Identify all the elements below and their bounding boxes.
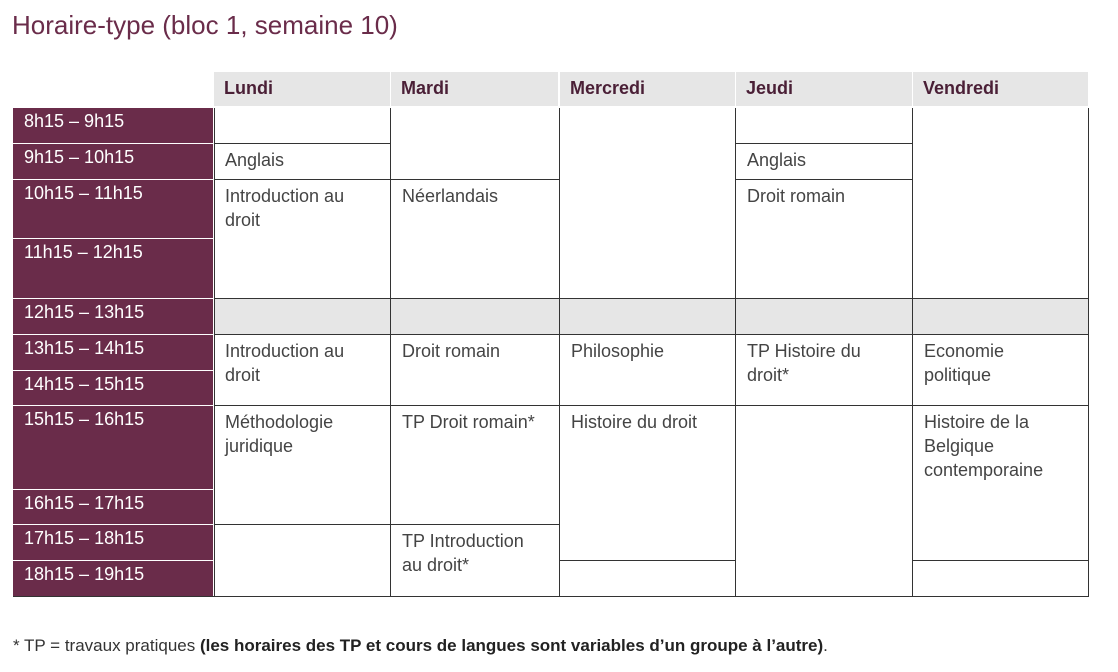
grid-line — [1088, 108, 1089, 597]
footnote-plain: * TP = travaux pratiques — [13, 636, 200, 655]
footnote-bold: (les horaires des TP et cours de langues sont variables d’un groupe à l’autre) — [199, 636, 824, 655]
time-slot: 11h15 – 12h15 — [13, 239, 213, 298]
course-vendredi-economie: Economie politique — [914, 335, 1079, 405]
lunch-break-row — [214, 299, 1089, 334]
course-mardi-tp-droit-romain: TP Droit romain* — [392, 406, 558, 524]
grid-line — [214, 298, 1089, 299]
day-header-jeudi: Jeudi — [736, 72, 912, 106]
time-slot: 10h15 – 11h15 — [13, 180, 213, 238]
time-slot: 12h15 – 13h15 — [13, 299, 213, 334]
day-header-mardi: Mardi — [391, 72, 558, 106]
course-jeudi-anglais: Anglais — [737, 144, 912, 179]
time-slot: 13h15 – 14h15 — [13, 335, 213, 370]
time-slot: 17h15 – 18h15 — [13, 525, 213, 560]
grid-line — [735, 143, 913, 144]
time-slot: 9h15 – 10h15 — [13, 144, 213, 179]
grid-line — [735, 179, 913, 180]
course-jeudi-tp-histoire: TP Histoire du droit* — [737, 335, 912, 405]
page-title: Horaire-type (bloc 1, semaine 10) — [12, 10, 398, 40]
course-jeudi-droit-romain: Droit romain — [737, 180, 912, 298]
time-slot: 16h15 – 17h15 — [13, 490, 213, 524]
grid-line — [735, 108, 736, 597]
time-slot: 15h15 – 16h15 — [13, 406, 213, 489]
footnote — [13, 636, 828, 656]
course-lundi-introduction-droit-pm: Introduction au droit — [215, 335, 389, 405]
course-mercredi-histoire-droit: Histoire du droit — [561, 406, 735, 560]
grid-line — [214, 179, 391, 180]
course-vendredi-histoire-belgique: Histoire de la Belgique contemporaine — [914, 406, 1079, 560]
grid-line — [390, 524, 560, 525]
course-mardi-droit-romain: Droit romain — [392, 335, 558, 405]
time-slot: 8h15 – 9h15 — [13, 108, 213, 143]
time-slot: 14h15 – 15h15 — [13, 371, 213, 405]
course-lundi-introduction-droit: Introduction au droit — [215, 180, 389, 298]
footnote-end: . — [823, 636, 828, 655]
grid-line — [912, 108, 913, 597]
day-header-mercredi: Mercredi — [560, 72, 735, 106]
day-header-lundi: Lundi — [214, 72, 390, 106]
grid-line — [214, 143, 391, 144]
course-lundi-methodologie: Méthodologie juridique — [215, 406, 389, 524]
grid-line — [912, 560, 1089, 561]
grid-line — [390, 179, 560, 180]
grid-line — [214, 405, 1089, 406]
course-mercredi-philosophie: Philosophie — [561, 335, 735, 405]
grid-line — [214, 524, 391, 525]
course-mardi-tp-introduction: TP Introduction au droit* — [392, 525, 558, 596]
time-slot: 18h15 – 19h15 — [13, 561, 213, 596]
course-lundi-anglais: Anglais — [215, 144, 389, 179]
grid-line — [214, 334, 1089, 335]
course-mardi-neerlandais: Néerlandais — [392, 180, 558, 298]
grid-line — [13, 596, 1089, 597]
grid-line — [559, 560, 736, 561]
day-header-vendredi: Vendredi — [913, 72, 1088, 106]
